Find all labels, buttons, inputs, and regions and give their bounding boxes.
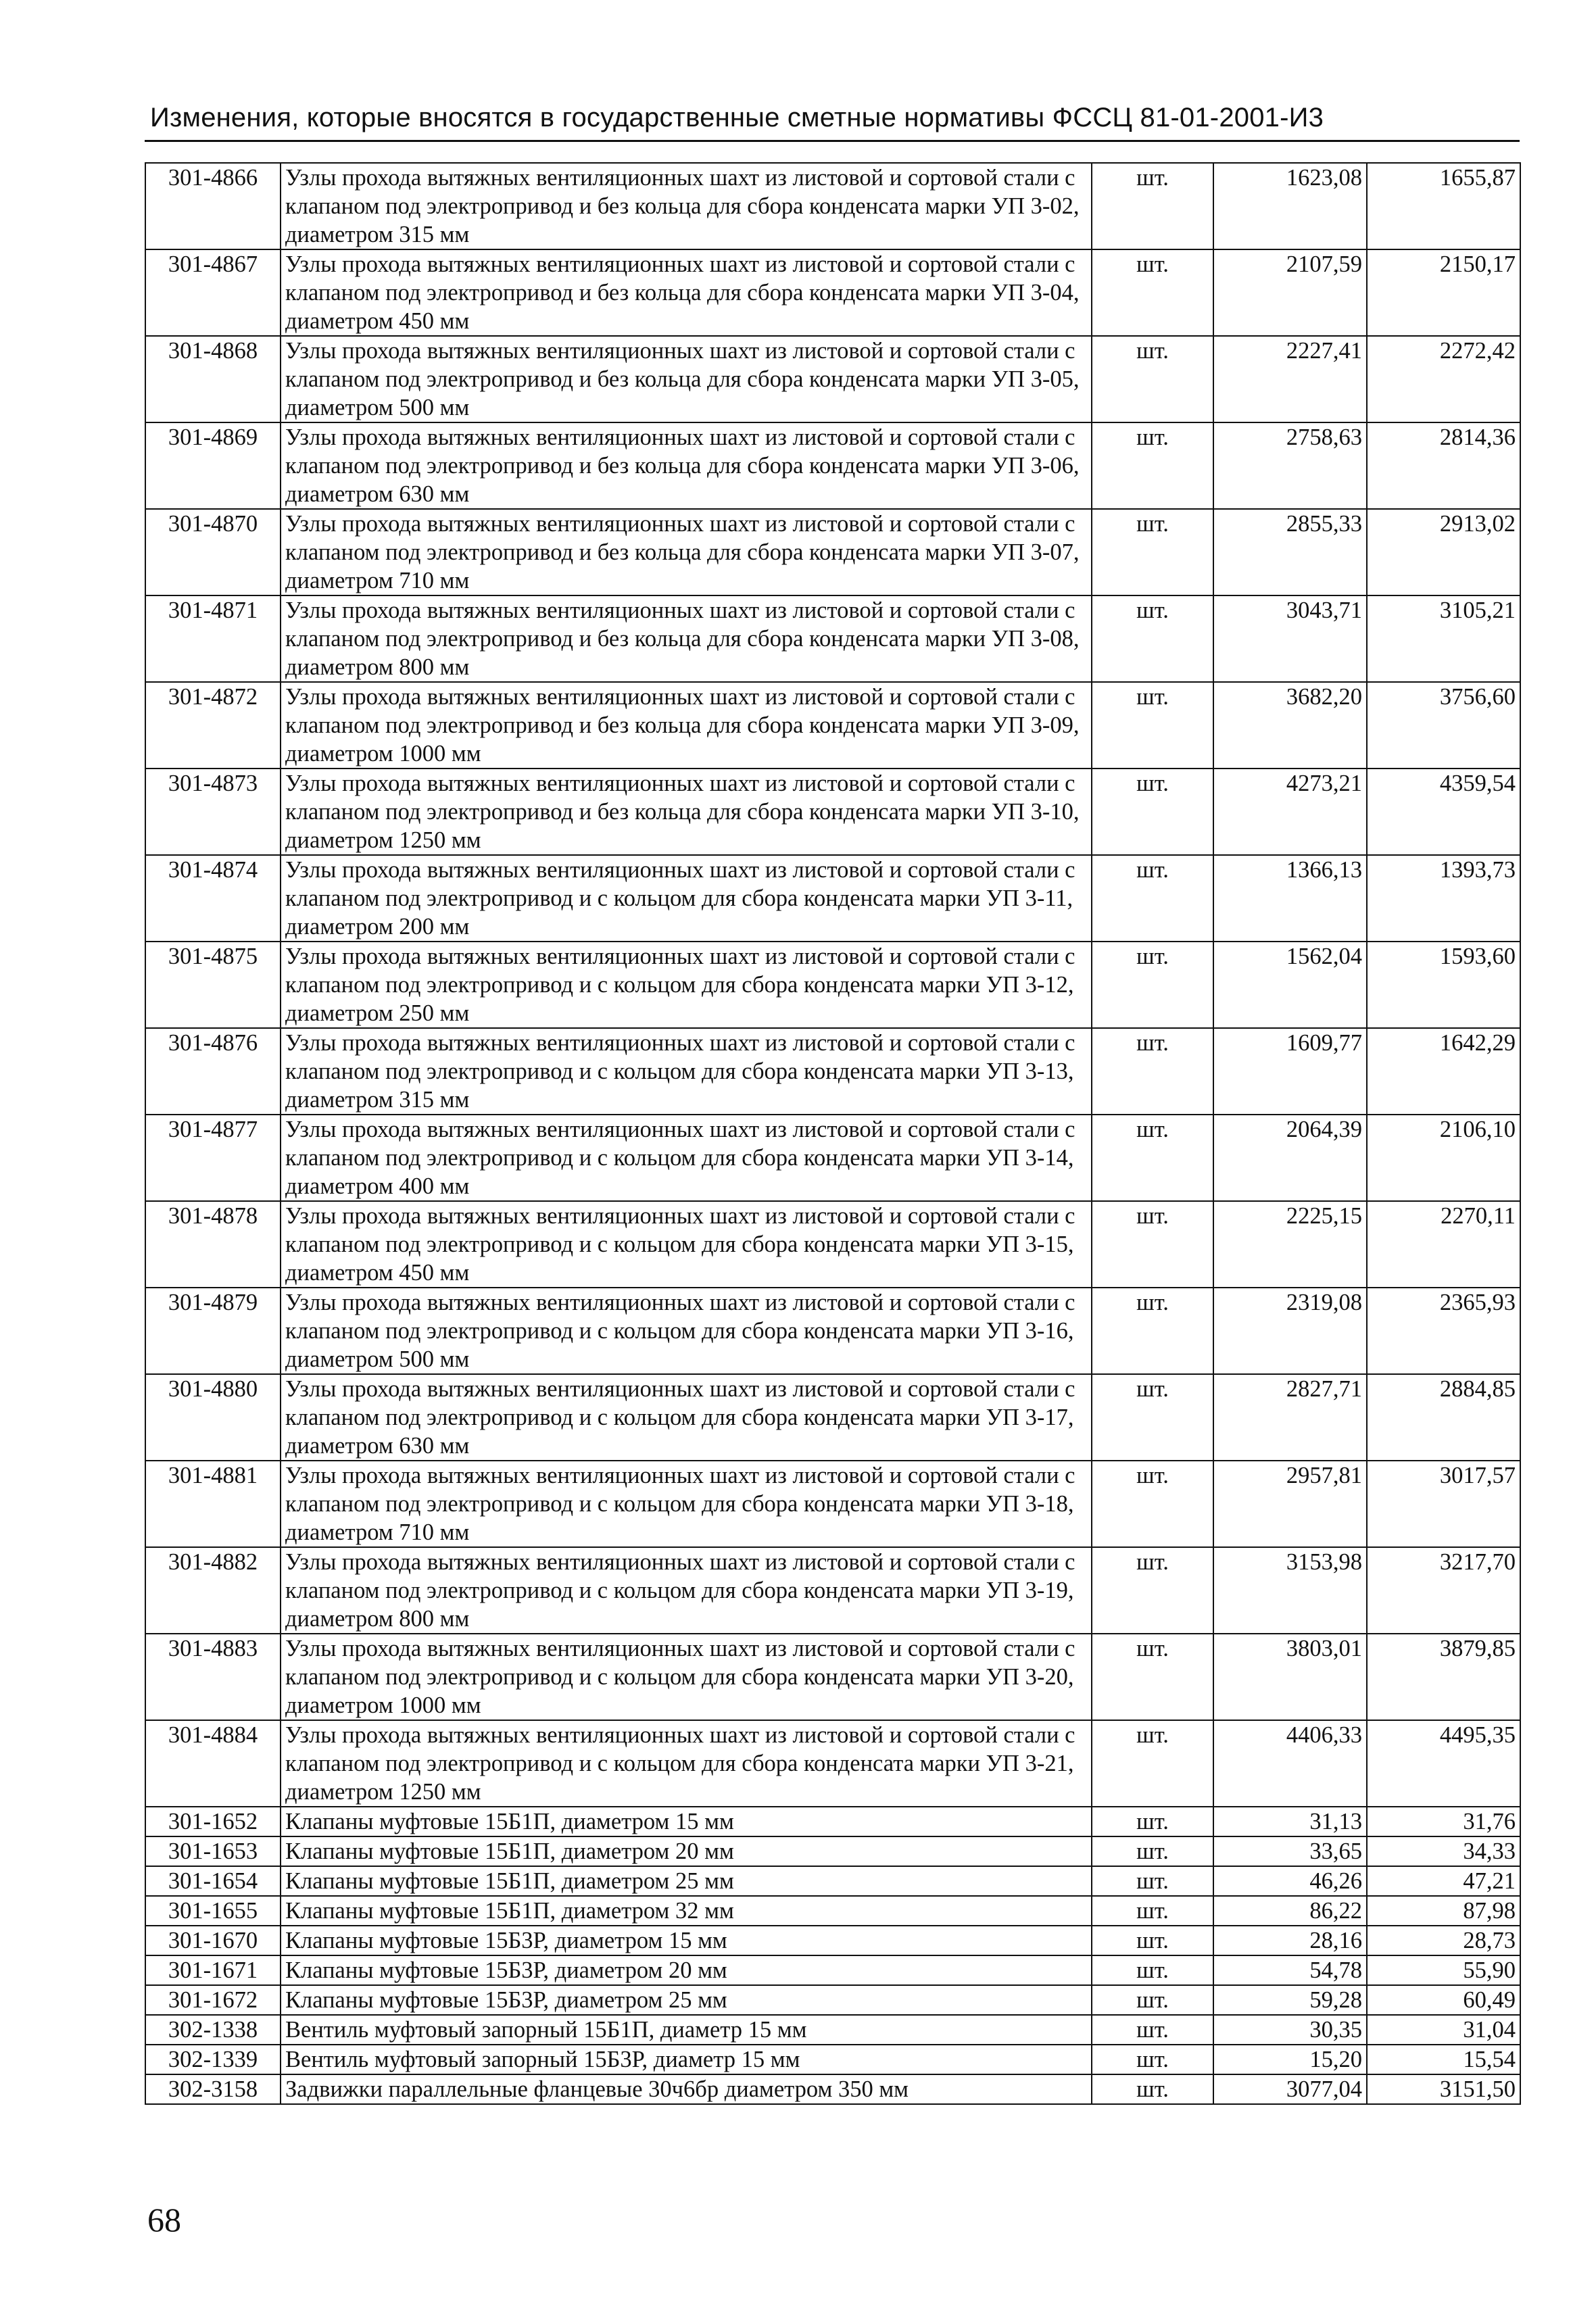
item-code: 301-1671 xyxy=(145,1955,281,1985)
item-name: Узлы прохода вытяжных вентиляционных шахт из листовой и сортовой стали с клапаном под электропривод и без кольца для сбора конденсата марки УП 3-04, диаметром 450 мм xyxy=(281,249,1092,336)
table-row xyxy=(145,1836,1520,1866)
item-name: Узлы прохода вытяжных вентиляционных шахт из листовой и сортовой стали с клапаном под электропривод и с кольцом для сбора конденсата марки УП 3-14, диаметром 400 мм xyxy=(281,1115,1092,1201)
table-row xyxy=(145,2045,1520,2074)
table-row xyxy=(145,336,1520,422)
table-row xyxy=(145,595,1520,682)
item-name: Клапаны муфтовые 15Б1П, диаметром 15 мм xyxy=(281,1807,1092,1836)
item-price-1: 3803,01 xyxy=(1213,1634,1367,1720)
item-price-2: 34,33 xyxy=(1367,1836,1520,1866)
item-unit: шт. xyxy=(1092,1866,1213,1896)
item-price-2: 2913,02 xyxy=(1367,509,1520,595)
item-unit: шт. xyxy=(1092,1807,1213,1836)
item-price-2: 1593,60 xyxy=(1367,942,1520,1028)
item-price-1: 1623,08 xyxy=(1213,163,1367,249)
item-price-1: 59,28 xyxy=(1213,1985,1367,2015)
item-unit: шт. xyxy=(1092,2074,1213,2104)
item-name: Узлы прохода вытяжных вентиляционных шахт из листовой и сортовой стали с клапаном под электропривод и без кольца для сбора конденсата марки УП 3-10, диаметром 1250 мм xyxy=(281,769,1092,855)
table-row xyxy=(145,1720,1520,1807)
item-name: Узлы прохода вытяжных вентиляционных шахт из листовой и сортовой стали с клапаном под электропривод и с кольцом для сбора конденсата марки УП 3-12, диаметром 250 мм xyxy=(281,942,1092,1028)
item-code: 301-4868 xyxy=(145,336,281,422)
item-code: 301-4871 xyxy=(145,595,281,682)
table-row xyxy=(145,1955,1520,1985)
item-price-2: 60,49 xyxy=(1367,1985,1520,2015)
item-unit: шт. xyxy=(1092,1955,1213,1985)
item-unit: шт. xyxy=(1092,1461,1213,1547)
item-price-1: 2957,81 xyxy=(1213,1461,1367,1547)
item-price-2: 2270,11 xyxy=(1367,1201,1520,1288)
item-name: Узлы прохода вытяжных вентиляционных шахт из листовой и сортовой стали с клапаном под электропривод и с кольцом для сбора конденсата марки УП 3-17, диаметром 630 мм xyxy=(281,1374,1092,1461)
item-price-1: 2758,63 xyxy=(1213,422,1367,509)
item-price-1: 3077,04 xyxy=(1213,2074,1367,2104)
item-price-1: 1609,77 xyxy=(1213,1028,1367,1115)
item-unit: шт. xyxy=(1092,1836,1213,1866)
item-unit: шт. xyxy=(1092,2045,1213,2074)
item-code: 301-1654 xyxy=(145,1866,281,1896)
item-unit: шт. xyxy=(1092,1547,1213,1634)
item-price-1: 1366,13 xyxy=(1213,855,1367,942)
item-unit: шт. xyxy=(1092,1896,1213,1926)
table-row xyxy=(145,1985,1520,2015)
item-unit: шт. xyxy=(1092,1115,1213,1201)
table-row xyxy=(145,1866,1520,1896)
item-code: 301-4879 xyxy=(145,1288,281,1374)
table-row xyxy=(145,163,1520,249)
item-code: 301-4877 xyxy=(145,1115,281,1201)
table-row xyxy=(145,1461,1520,1547)
item-name: Клапаны муфтовые 15Б1П, диаметром 32 мм xyxy=(281,1896,1092,1926)
item-price-2: 31,76 xyxy=(1367,1807,1520,1836)
item-unit: шт. xyxy=(1092,855,1213,942)
item-code: 301-4873 xyxy=(145,769,281,855)
item-price-1: 33,65 xyxy=(1213,1836,1367,1866)
table-row xyxy=(145,1807,1520,1836)
item-code: 301-4878 xyxy=(145,1201,281,1288)
item-name: Задвижки параллельные фланцевые 30ч6бр диаметром 350 мм xyxy=(281,2074,1092,2104)
item-name: Узлы прохода вытяжных вентиляционных шахт из листовой и сортовой стали с клапаном под электропривод и с кольцом для сбора конденсата марки УП 3-20, диаметром 1000 мм xyxy=(281,1634,1092,1720)
item-unit: шт. xyxy=(1092,1985,1213,2015)
item-name: Клапаны муфтовые 15Б1П, диаметром 20 мм xyxy=(281,1836,1092,1866)
table-row xyxy=(145,769,1520,855)
item-name: Узлы прохода вытяжных вентиляционных шахт из листовой и сортовой стали с клапаном под электропривод и с кольцом для сбора конденсата марки УП 3-19, диаметром 800 мм xyxy=(281,1547,1092,1634)
item-name: Вентиль муфтовый запорный 15Б3Р, диаметр 15 мм xyxy=(281,2045,1092,2074)
item-price-1: 54,78 xyxy=(1213,1955,1367,1985)
item-price-2: 2814,36 xyxy=(1367,422,1520,509)
item-price-1: 30,35 xyxy=(1213,2015,1367,2045)
item-code: 301-4883 xyxy=(145,1634,281,1720)
item-price-2: 2272,42 xyxy=(1367,336,1520,422)
item-unit: шт. xyxy=(1092,509,1213,595)
table-row xyxy=(145,2074,1520,2104)
item-price-2: 2106,10 xyxy=(1367,1115,1520,1201)
header-divider xyxy=(145,140,1520,142)
item-price-2: 87,98 xyxy=(1367,1896,1520,1926)
item-code: 301-4880 xyxy=(145,1374,281,1461)
table-row xyxy=(145,2015,1520,2045)
document-header: Изменения, которые вносятся в государственные сметные нормативы ФССЦ 81-01-2001-И3 xyxy=(150,103,1324,132)
item-price-2: 1642,29 xyxy=(1367,1028,1520,1115)
item-code: 302-1339 xyxy=(145,2045,281,2074)
item-price-2: 3217,70 xyxy=(1367,1547,1520,1634)
item-name: Узлы прохода вытяжных вентиляционных шахт из листовой и сортовой стали с клапаном под электропривод и с кольцом для сбора конденсата марки УП 3-16, диаметром 500 мм xyxy=(281,1288,1092,1374)
item-unit: шт. xyxy=(1092,1634,1213,1720)
item-code: 301-4869 xyxy=(145,422,281,509)
item-name: Узлы прохода вытяжных вентиляционных шахт из листовой и сортовой стали с клапаном под электропривод и без кольца для сбора конденсата марки УП 3-09, диаметром 1000 мм xyxy=(281,682,1092,769)
item-code: 302-3158 xyxy=(145,2074,281,2104)
table-row xyxy=(145,1926,1520,1955)
table-row xyxy=(145,682,1520,769)
item-price-1: 31,13 xyxy=(1213,1807,1367,1836)
item-price-1: 2227,41 xyxy=(1213,336,1367,422)
item-name: Вентиль муфтовый запорный 15Б1П, диаметр 15 мм xyxy=(281,2015,1092,2045)
item-code: 301-4867 xyxy=(145,249,281,336)
price-table-body xyxy=(145,163,1520,2104)
item-price-1: 2225,15 xyxy=(1213,1201,1367,1288)
item-price-1: 86,22 xyxy=(1213,1896,1367,1926)
item-code: 301-1672 xyxy=(145,1985,281,2015)
item-unit: шт. xyxy=(1092,336,1213,422)
item-price-2: 4495,35 xyxy=(1367,1720,1520,1807)
item-price-2: 4359,54 xyxy=(1367,769,1520,855)
table-row xyxy=(145,1896,1520,1926)
item-price-1: 2064,39 xyxy=(1213,1115,1367,1201)
item-code: 301-4882 xyxy=(145,1547,281,1634)
item-price-1: 4406,33 xyxy=(1213,1720,1367,1807)
item-unit: шт. xyxy=(1092,1201,1213,1288)
item-code: 301-4872 xyxy=(145,682,281,769)
item-name: Узлы прохода вытяжных вентиляционных шахт из листовой и сортовой стали с клапаном под электропривод и без кольца для сбора конденсата марки УП 3-08, диаметром 800 мм xyxy=(281,595,1092,682)
item-price-2: 3756,60 xyxy=(1367,682,1520,769)
item-price-1: 4273,21 xyxy=(1213,769,1367,855)
item-name: Узлы прохода вытяжных вентиляционных шахт из листовой и сортовой стали с клапаном под электропривод и с кольцом для сбора конденсата марки УП 3-11, диаметром 200 мм xyxy=(281,855,1092,942)
item-name: Узлы прохода вытяжных вентиляционных шахт из листовой и сортовой стали с клапаном под электропривод и с кольцом для сбора конденсата марки УП 3-18, диаметром 710 мм xyxy=(281,1461,1092,1547)
item-unit: шт. xyxy=(1092,1028,1213,1115)
item-code: 301-4866 xyxy=(145,163,281,249)
item-price-1: 2827,71 xyxy=(1213,1374,1367,1461)
item-price-1: 2107,59 xyxy=(1213,249,1367,336)
item-code: 301-4884 xyxy=(145,1720,281,1807)
item-price-1: 1562,04 xyxy=(1213,942,1367,1028)
table-row xyxy=(145,1028,1520,1115)
item-name: Клапаны муфтовые 15Б3Р, диаметром 20 мм xyxy=(281,1955,1092,1985)
item-price-1: 3682,20 xyxy=(1213,682,1367,769)
item-name: Клапаны муфтовые 15Б3Р, диаметром 15 мм xyxy=(281,1926,1092,1955)
item-code: 301-1653 xyxy=(145,1836,281,1866)
item-price-2: 15,54 xyxy=(1367,2045,1520,2074)
item-price-2: 2365,93 xyxy=(1367,1288,1520,1374)
item-code: 301-1652 xyxy=(145,1807,281,1836)
item-name: Клапаны муфтовые 15Б3Р, диаметром 25 мм xyxy=(281,1985,1092,2015)
item-price-1: 2855,33 xyxy=(1213,509,1367,595)
item-unit: шт. xyxy=(1092,249,1213,336)
item-price-2: 3017,57 xyxy=(1367,1461,1520,1547)
item-unit: шт. xyxy=(1092,1926,1213,1955)
table-row xyxy=(145,1201,1520,1288)
item-price-2: 3879,85 xyxy=(1367,1634,1520,1720)
item-name: Узлы прохода вытяжных вентиляционных шахт из листовой и сортовой стали с клапаном под электропривод и без кольца для сбора конденсата марки УП 3-02, диаметром 315 мм xyxy=(281,163,1092,249)
table-row xyxy=(145,249,1520,336)
item-name: Узлы прохода вытяжных вентиляционных шахт из листовой и сортовой стали с клапаном под электропривод и с кольцом для сбора конденсата марки УП 3-21, диаметром 1250 мм xyxy=(281,1720,1092,1807)
table-row xyxy=(145,1547,1520,1634)
item-price-2: 28,73 xyxy=(1367,1926,1520,1955)
item-price-2: 47,21 xyxy=(1367,1866,1520,1896)
table-row xyxy=(145,1115,1520,1201)
item-price-1: 28,16 xyxy=(1213,1926,1367,1955)
item-unit: шт. xyxy=(1092,942,1213,1028)
item-price-2: 2884,85 xyxy=(1367,1374,1520,1461)
item-name: Узлы прохода вытяжных вентиляционных шахт из листовой и сортовой стали с клапаном под электропривод и без кольца для сбора конденсата марки УП 3-05, диаметром 500 мм xyxy=(281,336,1092,422)
table-row xyxy=(145,855,1520,942)
item-unit: шт. xyxy=(1092,422,1213,509)
item-price-2: 3105,21 xyxy=(1367,595,1520,682)
item-price-2: 3151,50 xyxy=(1367,2074,1520,2104)
item-code: 301-4870 xyxy=(145,509,281,595)
price-table xyxy=(145,162,1521,2105)
item-unit: шт. xyxy=(1092,2015,1213,2045)
item-price-2: 31,04 xyxy=(1367,2015,1520,2045)
item-unit: шт. xyxy=(1092,1288,1213,1374)
table-row xyxy=(145,1634,1520,1720)
table-row xyxy=(145,942,1520,1028)
item-code: 301-1655 xyxy=(145,1896,281,1926)
item-price-2: 1655,87 xyxy=(1367,163,1520,249)
item-price-2: 2150,17 xyxy=(1367,249,1520,336)
item-name: Клапаны муфтовые 15Б1П, диаметром 25 мм xyxy=(281,1866,1092,1896)
item-name: Узлы прохода вытяжных вентиляционных шахт из листовой и сортовой стали с клапаном под электропривод и без кольца для сбора конденсата марки УП 3-06, диаметром 630 мм xyxy=(281,422,1092,509)
item-name: Узлы прохода вытяжных вентиляционных шахт из листовой и сортовой стали с клапаном под электропривод и без кольца для сбора конденсата марки УП 3-07, диаметром 710 мм xyxy=(281,509,1092,595)
page-number: 68 xyxy=(147,2201,181,2239)
item-code: 301-4881 xyxy=(145,1461,281,1547)
item-unit: шт. xyxy=(1092,769,1213,855)
item-unit: шт. xyxy=(1092,163,1213,249)
item-code: 301-4874 xyxy=(145,855,281,942)
table-row xyxy=(145,422,1520,509)
item-code: 302-1338 xyxy=(145,2015,281,2045)
item-price-1: 2319,08 xyxy=(1213,1288,1367,1374)
item-unit: шт. xyxy=(1092,1374,1213,1461)
item-unit: шт. xyxy=(1092,595,1213,682)
item-price-2: 55,90 xyxy=(1367,1955,1520,1985)
item-price-2: 1393,73 xyxy=(1367,855,1520,942)
item-price-1: 3153,98 xyxy=(1213,1547,1367,1634)
table-row xyxy=(145,1374,1520,1461)
item-name: Узлы прохода вытяжных вентиляционных шахт из листовой и сортовой стали с клапаном под электропривод и с кольцом для сбора конденсата марки УП 3-13, диаметром 315 мм xyxy=(281,1028,1092,1115)
item-name: Узлы прохода вытяжных вентиляционных шахт из листовой и сортовой стали с клапаном под электропривод и с кольцом для сбора конденсата марки УП 3-15, диаметром 450 мм xyxy=(281,1201,1092,1288)
item-price-1: 3043,71 xyxy=(1213,595,1367,682)
item-unit: шт. xyxy=(1092,682,1213,769)
item-price-1: 15,20 xyxy=(1213,2045,1367,2074)
item-unit: шт. xyxy=(1092,1720,1213,1807)
item-code: 301-4876 xyxy=(145,1028,281,1115)
table-row xyxy=(145,1288,1520,1374)
item-price-1: 46,26 xyxy=(1213,1866,1367,1896)
item-code: 301-4875 xyxy=(145,942,281,1028)
table-row xyxy=(145,509,1520,595)
item-code: 301-1670 xyxy=(145,1926,281,1955)
